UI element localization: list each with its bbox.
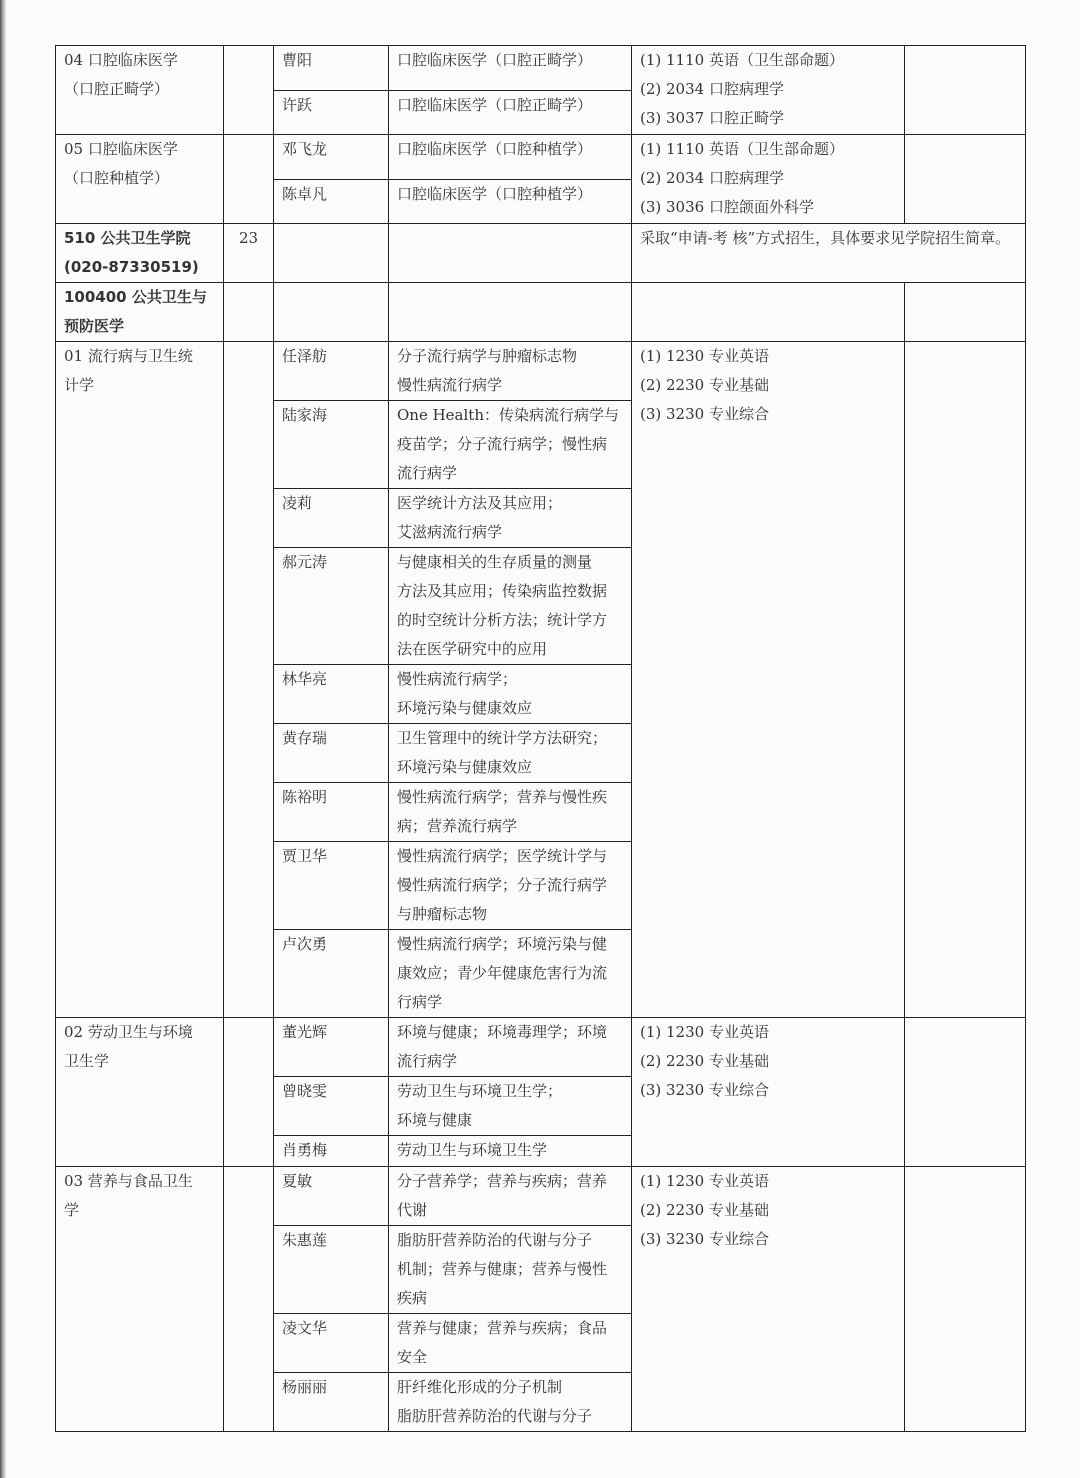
supervisor-name: 陈裕明 xyxy=(274,783,389,842)
remarks-cell xyxy=(905,135,1026,224)
research-direction: 分子流行病学与肿瘤标志物 慢性病流行病学 xyxy=(389,342,632,401)
table-row xyxy=(56,135,1026,180)
program-cell: 02 劳动卫生与环境 卫生学 xyxy=(56,1018,224,1167)
quota-cell: 23 xyxy=(224,224,274,283)
remarks-cell xyxy=(905,283,1026,342)
research-direction: 慢性病流行病学；营养与慢性疾 病；营养流行病学 xyxy=(389,783,632,842)
remarks-cell xyxy=(905,46,1026,135)
exam-subjects: (1) 1230 专业英语 (2) 2230 专业基础 (3) 3230 专业综合 xyxy=(632,342,905,1018)
exam-subjects: (1) 1110 英语（卫生部命题） (2) 2034 口腔病理学 (3) 3036 口腔颌面外科学 xyxy=(632,135,905,224)
enrollment-table xyxy=(55,45,1026,1432)
supervisor-name: 杨丽丽 xyxy=(274,1373,389,1432)
quota-cell xyxy=(224,46,274,135)
program-cell: 03 营养与食品卫生 学 xyxy=(56,1167,224,1432)
exam-subjects xyxy=(632,283,905,342)
supervisor-name: 朱惠莲 xyxy=(274,1226,389,1314)
research-direction: One Health：传染病流行病学与 疫苗学；分子流行病学；慢性病 流行病学 xyxy=(389,401,632,489)
research-direction: 口腔临床医学（口腔正畸学） xyxy=(389,46,632,91)
supervisor-name: 凌文华 xyxy=(274,1314,389,1373)
research-direction: 慢性病流行病学；医学统计学与 慢性病流行病学；分子流行病学 与肿瘤标志物 xyxy=(389,842,632,930)
research-direction: 口腔临床医学（口腔种植学） xyxy=(389,180,632,224)
department-note: 采取“申请-考 核”方式招生，具体要求见学院招生简章。 xyxy=(632,224,1026,283)
quota-cell xyxy=(224,342,274,1018)
supervisor-name: 郝元涛 xyxy=(274,548,389,665)
research-direction xyxy=(389,224,632,283)
research-direction: 卫生管理中的统计学方法研究； 环境污染与健康效应 xyxy=(389,724,632,783)
supervisor-name xyxy=(274,283,389,342)
remarks-cell xyxy=(905,342,1026,1018)
supervisor-name: 董光辉 xyxy=(274,1018,389,1077)
research-direction: 慢性病流行病学； 环境污染与健康效应 xyxy=(389,665,632,724)
research-direction: 慢性病流行病学；环境污染与健 康效应；青少年健康危害行为流 行病学 xyxy=(389,930,632,1018)
research-direction: 营养与健康；营养与疾病；食品 安全 xyxy=(389,1314,632,1373)
research-direction: 与健康相关的生存质量的测量 方法及其应用；传染病监控数据 的时空统计分析方法；统计学方 法在医学研究中的应用 xyxy=(389,548,632,665)
quota-cell xyxy=(224,1018,274,1167)
supervisor-name: 任泽舫 xyxy=(274,342,389,401)
research-direction: 肝纤维化形成的分子机制 脂肪肝营养防治的代谢与分子 xyxy=(389,1373,632,1432)
supervisor-name: 许跃 xyxy=(274,91,389,135)
supervisor-name: 黄存瑞 xyxy=(274,724,389,783)
supervisor-name: 夏敏 xyxy=(274,1167,389,1226)
research-direction: 口腔临床医学（口腔种植学） xyxy=(389,135,632,180)
supervisor-name: 卢次勇 xyxy=(274,930,389,1018)
exam-subjects: (1) 1230 专业英语 (2) 2230 专业基础 (3) 3230 专业综合 xyxy=(632,1167,905,1432)
exam-subjects: (1) 1110 英语（卫生部命题） (2) 2034 口腔病理学 (3) 3037 口腔正畸学 xyxy=(632,46,905,135)
page-fold-shadow xyxy=(0,0,6,1478)
research-direction: 劳动卫生与环境卫生学 xyxy=(389,1136,632,1167)
table-row xyxy=(56,1018,1026,1077)
research-direction: 劳动卫生与环境卫生学； 环境与健康 xyxy=(389,1077,632,1136)
supervisor-name: 陈卓凡 xyxy=(274,180,389,224)
program-cell: 01 流行病与卫生统 计学 xyxy=(56,342,224,1018)
research-direction xyxy=(389,283,632,342)
supervisor-name: 肖勇梅 xyxy=(274,1136,389,1167)
table-row xyxy=(56,342,1026,401)
research-direction: 脂肪肝营养防治的代谢与分子 机制；营养与健康；营养与慢性 疾病 xyxy=(389,1226,632,1314)
remarks-cell xyxy=(905,1018,1026,1167)
table-row xyxy=(56,1167,1026,1226)
supervisor-name: 陆家海 xyxy=(274,401,389,489)
department-row xyxy=(56,224,1026,283)
major-row xyxy=(56,283,1026,342)
supervisor-name xyxy=(274,224,389,283)
supervisor-name: 邓飞龙 xyxy=(274,135,389,180)
program-cell: 05 口腔临床医学 （口腔种植学） xyxy=(56,135,224,224)
major-cell: 100400 公共卫生与 预防医学 xyxy=(56,283,224,342)
supervisor-name: 林华亮 xyxy=(274,665,389,724)
exam-subjects: (1) 1230 专业英语 (2) 2230 专业基础 (3) 3230 专业综合 xyxy=(632,1018,905,1167)
remarks-cell xyxy=(905,1167,1026,1432)
supervisor-name: 凌莉 xyxy=(274,489,389,548)
supervisor-name: 曹阳 xyxy=(274,46,389,91)
research-direction: 环境与健康；环境毒理学；环境 流行病学 xyxy=(389,1018,632,1077)
department-cell: 510 公共卫生学院 (020-87330519) xyxy=(56,224,224,283)
supervisor-name: 曾晓雯 xyxy=(274,1077,389,1136)
table-row xyxy=(56,46,1026,91)
research-direction: 口腔临床医学（口腔正畸学） xyxy=(389,91,632,135)
quota-cell xyxy=(224,1167,274,1432)
program-cell: 04 口腔临床医学 （口腔正畸学） xyxy=(56,46,224,135)
research-direction: 分子营养学；营养与疾病；营养 代谢 xyxy=(389,1167,632,1226)
research-direction: 医学统计方法及其应用； 艾滋病流行病学 xyxy=(389,489,632,548)
quota-cell xyxy=(224,283,274,342)
quota-cell xyxy=(224,135,274,224)
supervisor-name: 贾卫华 xyxy=(274,842,389,930)
